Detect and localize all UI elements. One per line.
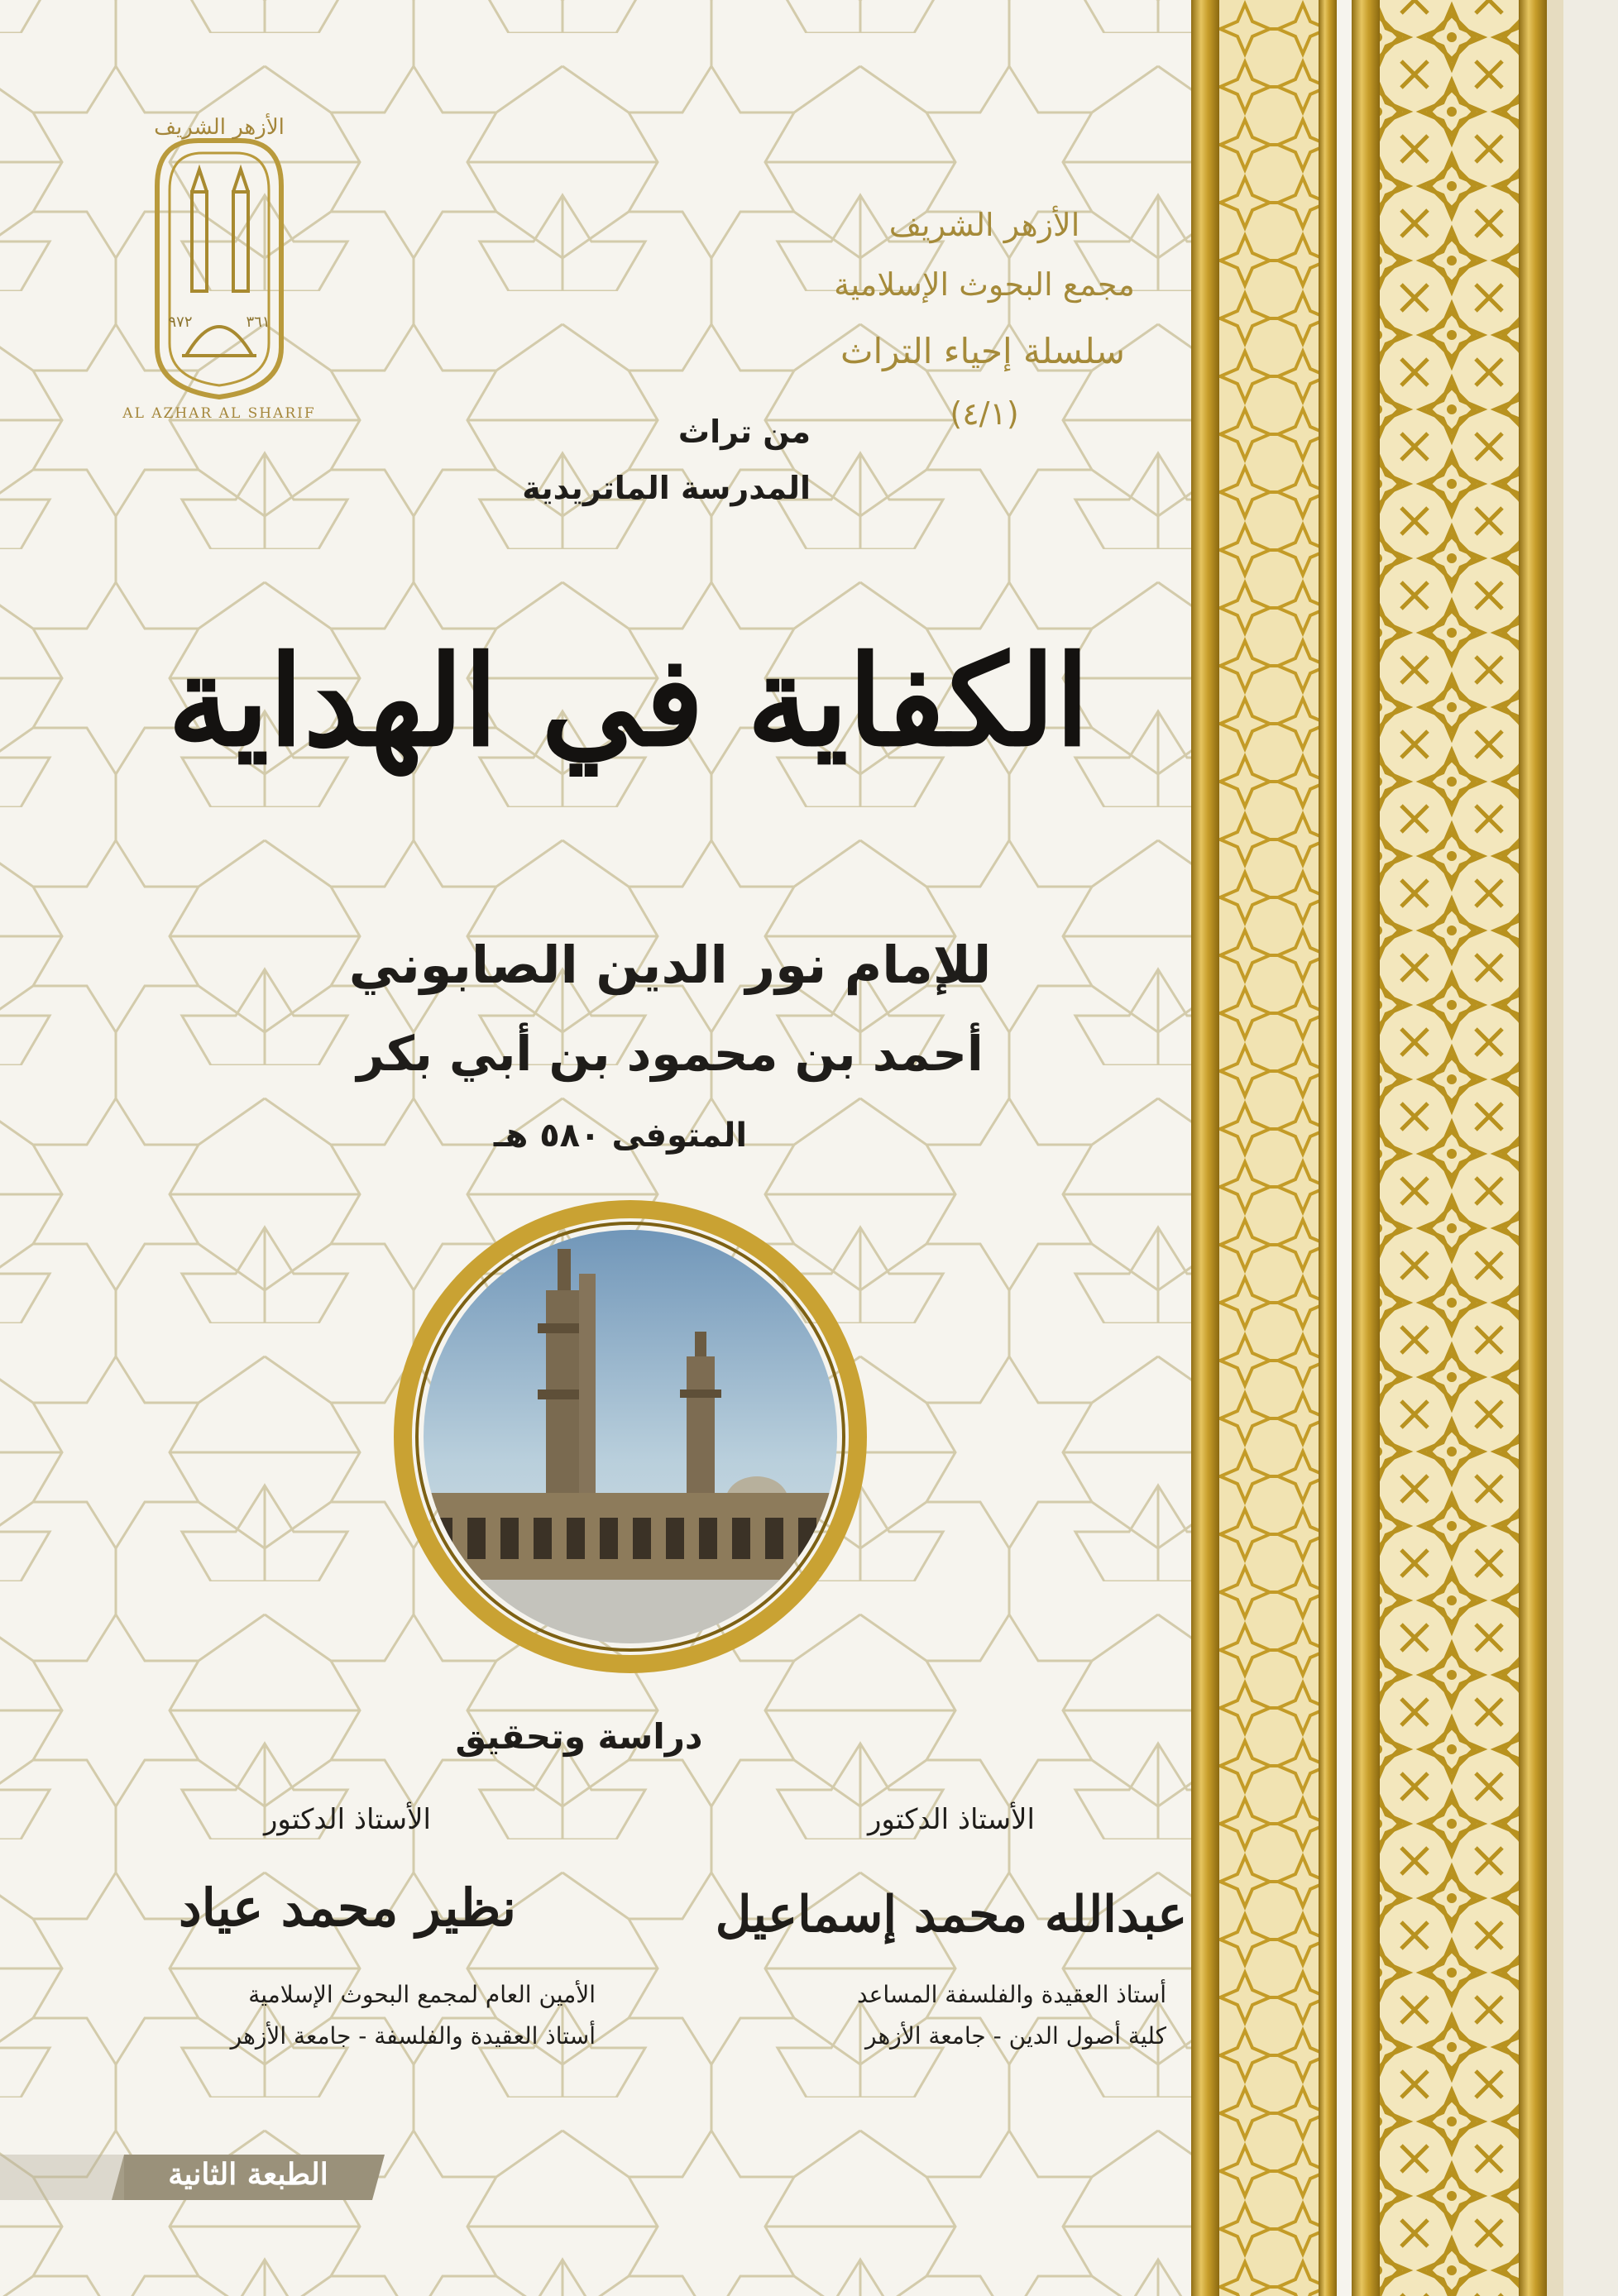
editor-1-line-1: الأمين العام لمجمع البحوث الإسلامية (248, 1981, 596, 2008)
editor-2-line-2: كلية أصول الدين - جامعة الأزهر (865, 2022, 1166, 2050)
heritage-line-1: من تراث (677, 414, 811, 450)
mosque-photo-medallion (403, 1209, 858, 1664)
edition-label: الطبعة الثانية (168, 2157, 328, 2192)
series-name: سلسلة إحياء التراث (840, 331, 1125, 371)
heritage-line-2: المدرسة الماتريدية (522, 470, 811, 506)
author-full-name: أحمد بن محمود بن أبي بكر (357, 1026, 984, 1082)
editor-1-title: الأستاذ الدكتور (264, 1803, 431, 1836)
editor-2-title: الأستاذ الدكتور (868, 1803, 1035, 1836)
logo-caption: AL AZHAR AL SHARIF (122, 405, 316, 422)
series-volume: (٤/١) (950, 395, 1019, 432)
author-line: للإمام نور الدين الصابوني (348, 935, 992, 995)
logo-year-right: ٣٦١ (246, 313, 270, 331)
book-title: الكفاية في الهداية (167, 629, 1090, 774)
logo-arabic-name: الأزهر الشريف (154, 115, 285, 140)
editor-1-name: نظير محمد عياد (178, 1877, 517, 1938)
editor-2-name: عبدالله محمد إسماعيل (715, 1886, 1188, 1944)
gold-ornamental-border (1191, 0, 1563, 2296)
study-label: دراسة وتحقيق (455, 1716, 703, 1757)
logo-year-left: ٩٧٢ (168, 313, 193, 331)
editor-1-line-2: أستاذ العقيدة والفلسفة - جامعة الأزهر (230, 2022, 596, 2050)
author-death-date: المتوفى ٥٨٠ هـ (493, 1117, 748, 1155)
series-academy: مجمع البحوث الإسلامية (834, 266, 1135, 303)
editor-2-line-1: أستاذ العقيدة والفلسفة المساعد (856, 1981, 1166, 2008)
series-institution: الأزهر الشريف (888, 207, 1080, 243)
